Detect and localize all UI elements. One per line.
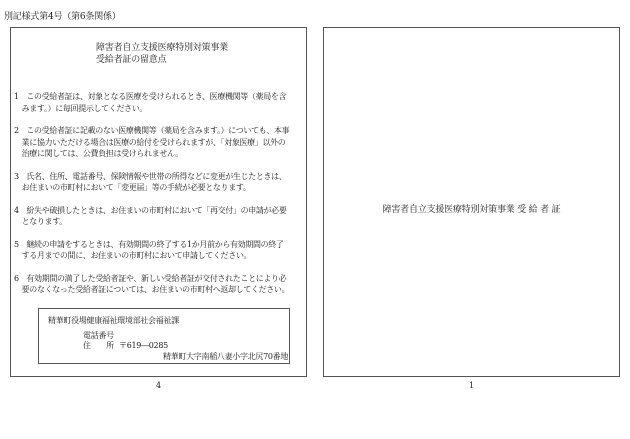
note-item-1: 1 この受給者証は、対象となる医療を受けられるとき、医療機関等（薬局を含 みます。）に毎回提示してください。 — [14, 92, 287, 113]
page-number-left: 4 — [156, 381, 162, 390]
notes-page — [10, 27, 307, 377]
note-item-2: 2 この受給者証に記載のない医療機関等（薬局を含みます。）についても、本事 業に協力いただける場合は医療の給付を受けられますが、「対象医療」以外の 治療に関しては、公費負担は受けられません。 — [14, 126, 290, 158]
note-item-5: 5 継続の申請をするときは、有効期間の終了する1か月前から有効期間の終了 する月までの間に、お住まいの市町村において申請してください。 — [14, 239, 284, 260]
note-item-3: 3 氏名、住所、電話番号、保険情報や世帯の所得などに変更が生じたときは、 お住まいの市町村において「変更届」等の手続が必要となります。 — [14, 171, 287, 192]
form-label: 別記様式第4号（第6条関係） — [4, 12, 121, 22]
contact-box — [38, 308, 290, 364]
note-item-6: 6 有効期間の満了した受給者証や、新しい受給者証が交付されたことにより必 要のなくなった受給者証については、お住まいの市町村へ返却してください。 — [14, 273, 290, 294]
notes-list — [14, 91, 306, 307]
certificate-cover-page — [323, 27, 620, 377]
contact-department: 精華町役場健康福祉環境部社会福祉課 — [48, 316, 179, 325]
notes-title-line1: 障害者自立支援医療特別対策事業 — [96, 43, 229, 53]
certificate-title: 障害者自立支援医療特別対策事業 受 給 者 証 — [382, 205, 561, 215]
page-number-right: 1 — [469, 381, 475, 390]
contact-postal-code: 〒619―0285 — [119, 341, 168, 350]
contact-address-label: 住 所 — [83, 341, 114, 350]
note-item-4: 4 紛失や破損したときは、お住まいの市町村において「再交付」の申請が必要 となります。 — [14, 205, 287, 226]
notes-title-line2: 受給者証の留意点 — [96, 55, 167, 65]
contact-phone-label: 電話番号 — [83, 331, 114, 340]
contact-street-address: 精華町大字南稲八妻小字北尻70番地 — [163, 352, 289, 361]
